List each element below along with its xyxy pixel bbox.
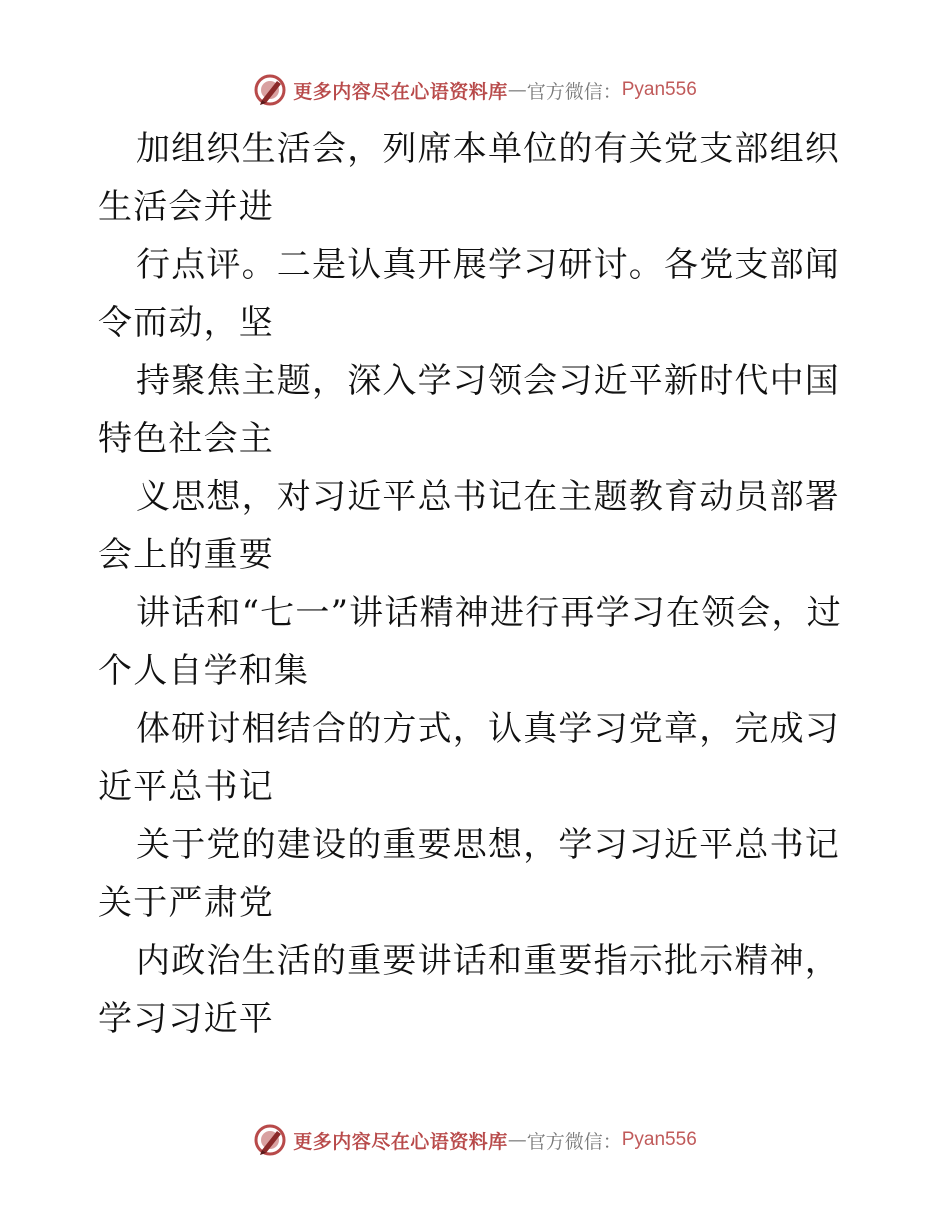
banner-brand-text: 更多内容尽在心语资料库 — [293, 80, 508, 103]
document-body — [98, 120, 858, 1048]
paragraph-5: 讲话和“七一”讲话精神进行再学习在领会，过个人自学和集 — [98, 593, 842, 691]
paragraph-7: 关于党的建设的重要思想，学习习近平总书记关于严肃党 — [98, 825, 840, 923]
pen-logo-icon — [253, 73, 287, 107]
banner-wechat-id: Pyan556 — [621, 79, 697, 100]
paragraph-6: 体研讨相结合的方式，认真学习党章，完成习近平总书记 — [98, 709, 840, 807]
banner-wechat-id: Pyan556 — [621, 1129, 697, 1150]
paragraph-8: 内政治生活的重要讲话和重要指示批示精神，学习习近平 — [98, 941, 840, 1039]
banner-official-label: 官方微信： — [526, 80, 622, 103]
banner-separator: — — [507, 79, 527, 101]
banner-separator: — — [507, 1129, 527, 1151]
footer-banner — [0, 1120, 950, 1160]
banner-official-label: 官方微信： — [526, 1130, 622, 1153]
pen-logo-icon — [253, 1123, 287, 1157]
paragraph-3: 持聚焦主题，深入学习领会习近平新时代中国特色社会主 — [98, 361, 840, 459]
banner-brand-text: 更多内容尽在心语资料库 — [293, 1130, 508, 1153]
paragraph-2: 行点评。二是认真开展学习研讨。各党支部闻令而动，坚 — [98, 245, 840, 343]
paragraph-1: 加组织生活会，列席本单位的有关党支部组织生活会并进 — [98, 129, 840, 227]
paragraph-4: 义思想，对习近平总书记在主题教育动员部署会上的重要 — [98, 477, 840, 575]
header-banner — [0, 70, 950, 110]
